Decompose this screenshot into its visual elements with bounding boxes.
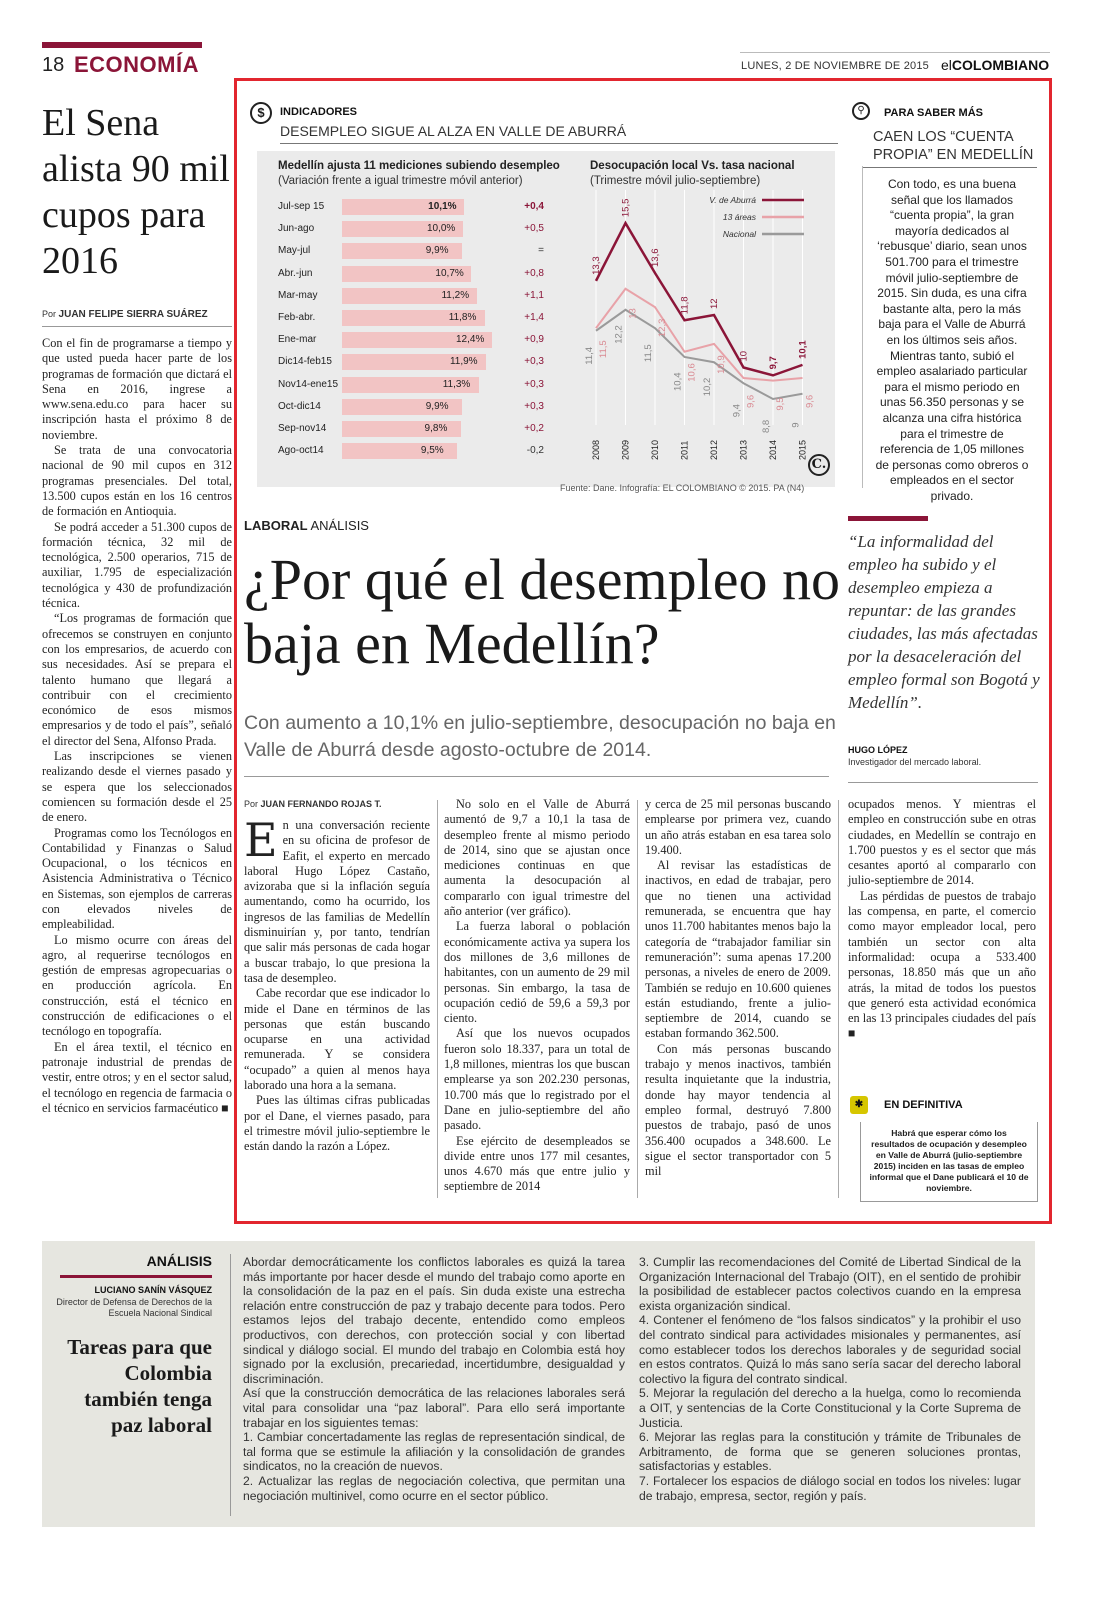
newspaper-logo [941, 57, 1049, 73]
article-column-3 [645, 797, 831, 1179]
point-value-label: 9,4 [731, 404, 743, 418]
sidebar-body: Con todo, es una buena señal que los llamados “cuenta propia”, la gran mayoría dedicados al ‘rebusque’ diario, sean unos 501.700 para el trimestre móvil julio-septiembre de 2015. Sin duda, es una cifra bastante alta, pero la más baja para el Valle de Aburrá en los últimos seis años. Mientras tanto, subió el empleo asalariado particular para el mismo periodo en unas 56.350 personas y se alcanza una cifra histórica para el trimestre de referencia de 1,05 millones de personas como obreros o empleados en el sector privado. [875, 177, 1029, 503]
bar-change-label: -0,2 [526, 445, 544, 457]
summary-label: EN DEFINITIVA [884, 1099, 963, 1111]
point-value-label: 10,4 [672, 372, 684, 391]
bar-change-label: +0,9 [524, 334, 544, 346]
point-value-label: 9,5 [775, 397, 786, 411]
drop-cap: E [244, 813, 278, 867]
bar-value-label: 11,9% [449, 356, 478, 368]
paragraph: 2. Actualizar las reglas de negociación colectiva, que permitan una negociación multinivel, como ocurre en el sector público. [243, 1473, 625, 1503]
paragraph: Se podrá acceder a 51.300 cupos de formación técnica, 32 mil de tecnológica, 2.500 operarios, 715 de auxiliar, 1.795 de especialización tecnológica y 430 de profundización técnica. [42, 519, 232, 611]
summary-box: Habrá que esperar cómo los resultados de ocupación y desempleo en Valle de Aburrá (julio-septiembre 2015) inciden en las tasas de empleo informal que el Dane publicará el 10 de noviembre. [860, 1122, 1038, 1202]
paragraph: Con el fin de programarse a tiempo y que usted pueda hacer parte de los programas de formación que dictará el Sena en 2016, ingrese a www.sena.edu.co para hacer su inscripción hasta el próximo 8 de noviembre. [42, 336, 232, 442]
bar-row [274, 265, 554, 283]
quote-accent-bar [848, 516, 928, 521]
bar-row [274, 287, 554, 305]
column-divider [838, 800, 839, 1198]
article-byline [244, 799, 382, 809]
left-article-title: El Sena alista 90 mil cupos para 2016 [42, 102, 230, 282]
series-line [596, 310, 803, 399]
x-tick-label: 2010 [650, 439, 660, 460]
bar-category-label: Oct-dic14 [278, 400, 321, 412]
bar-row [274, 398, 554, 416]
bar-change-label: = [538, 245, 544, 257]
x-tick-label: 2008 [591, 439, 601, 460]
bar-value-label: 10,7% [435, 267, 464, 279]
kicker-rest: ANÁLISIS [310, 518, 369, 533]
deck-rule [244, 776, 829, 777]
quote-author: HUGO LÓPEZ [848, 745, 908, 755]
x-tick-label: 2015 [797, 439, 808, 460]
summary-icon: ✱ [850, 1096, 868, 1114]
bar-value-label: 11,2% [441, 289, 470, 301]
paragraph: No solo en el Valle de Aburrá aumentó de 9,7 a 10,1 la tasa de desempleo frente al mismo periodo de 2014, sino que se ajustan once mediciones continuas en que aumenta la desocupación al compararlo con igual trimestre del año anterior (ver gráfico). [444, 797, 630, 919]
point-value-label: 13,3 [591, 256, 602, 275]
article-column-1 [244, 813, 430, 1155]
logo-prefix: el [941, 57, 952, 73]
header-rule [740, 52, 1050, 53]
bar-category-label: Jul-sep 15 [278, 201, 325, 212]
x-tick-label: 2011 [679, 440, 690, 460]
quote-rule [848, 782, 1038, 783]
point-value-label: 12,2 [613, 325, 625, 344]
bar-category-label: Ago-oct14 [278, 445, 324, 457]
point-value-label: 12,3 [657, 318, 668, 338]
paragraph: Al revisar las estadísticas de inactivos, en edad de trabajar, pero que no tienen una actividad remunerada, se encuentra que hay unos 11.700 habitantes menos bajo la categoría de “trabajador familiar sin remuneración”: suma apenas 17.200 personas, a niveles de enero de 2009. También se redujo en 10.600 quienes están estudiando, frente a julio-septiembre de 2014, cuando se estaban formando 362.500. [645, 858, 831, 1041]
bar-chart-title: Medellín ajusta 11 mediciones subiendo desempleo [278, 160, 560, 172]
point-value-label: 13 [627, 308, 639, 319]
point-value-label: 9 [790, 422, 802, 428]
point-value-label: 15,5 [620, 198, 632, 218]
bar-value-label: 11,8% [448, 312, 477, 323]
analysis-title: Tareas para que Colombia también tenga paz laboral [67, 1335, 212, 1437]
byline-name: JUAN FERNANDO ROJAS T. [260, 799, 382, 809]
point-value-label: 10,6 [686, 363, 698, 382]
article-column-2 [444, 797, 630, 1195]
analysis-author-role: Director de Defensa de Derechos de la Escuela Nacional Sindical [56, 1297, 212, 1318]
paragraph: 1. Cambiar concertadamente las reglas de representación sindical, de tal forma que se estimule la afiliación y la consolidación de grandes sindicatos, no la creación de nuevos. [243, 1430, 625, 1474]
bar-value-label: 9,8% [424, 423, 448, 434]
bar-category-label: Dic14-feb15 [278, 356, 332, 368]
chart-source: Fuente: Dane. Infografía: EL COLOMBIANO © 2015. PA (N4) [560, 483, 805, 493]
logo-name: COLOMBIANO [951, 57, 1050, 73]
bar-change-label: +1,1 [524, 289, 544, 301]
paragraph: Las pérdidas de puestos de trabajo las compensa, en parte, el comercio como mayor empleador local, pero también un sector con alta informalidad: ocupa a 533.400 personas, 18.850 más que un año atrás, la mitad de todos los puestos que generó esta actividad económica en las 13 principales ciudades del país ■ [848, 888, 1036, 1041]
bar-row [274, 220, 554, 238]
x-tick-label: 2012 [709, 439, 719, 460]
bar-value-label: 12,4% [456, 334, 485, 346]
byline-name: JUAN FELIPE SIERRA SUÁREZ [58, 309, 208, 320]
bar-change-label: +0,2 [524, 423, 544, 434]
bar-change-label: +0,3 [524, 400, 544, 412]
paragraph: Abordar democráticamente los conflictos laborales es quizá la tarea más importante por hacer desde el mundo del trabajo como aporte en la consolidación de la paz en el país. Sin duda existe una estrecha relación entre construcción de paz y trabajo decente para todos. Pero estamos lejos del trabajo decente, entendido como empleos productivos, con derechos, con protección social y con libertad sindical y diálogo social. El mundo del trabajo en Colombia está hoy signado por la exclusión, precariedad, incertidumbre, desigualdad y discriminación. [243, 1255, 625, 1386]
point-value-label: 9,7 [768, 356, 779, 370]
bar-change-label: +0,3 [524, 356, 544, 368]
bar-category-label: Jun-ago [278, 223, 315, 235]
paragraph: En el área textil, el técnico en patronaje industrial de prendas de vestir, entre otros; y en el sector salud, el tecnólogo en regencia de farmacia o el técnico en servicios farmacéutico ■ [42, 1039, 232, 1115]
paragraph: Cabe recordar que ese indicador lo mide el Dane en términos de las personas que están buscando ocuparse en una actividad remunerada. Y se considera “ocupado” a quien al menos haya laborado una hora a la semana. [244, 986, 430, 1093]
point-value-label: 11,8 [679, 296, 691, 315]
byline-prefix: Por [244, 799, 259, 809]
sidebar-title: CAEN LOS “CUENTA PROPIA” EN MEDELLÍN [873, 129, 1034, 163]
paragraph [244, 813, 430, 986]
bar-row [274, 420, 554, 438]
bar-category-label: Nov14-ene15 [278, 378, 339, 390]
bar-category-label: Abr.-jun [278, 267, 313, 279]
quote-author-role: Investigador del mercado laboral. [848, 757, 982, 767]
paragraph: “Los programas de formación que ofrecemos se construyen en conjunto con los empresarios, de acuerdo con sus necesidades. Así se prepara el talento humano que llegará a contribuir con el crecimiento económico de esos mismos empresarios y de todo el país”, señaló el director del Sena, Alfonso Prada. [42, 611, 232, 748]
bar-change-label: +1,4 [524, 312, 544, 323]
paragraph: Así que la construcción democrática de las relaciones laborales será vital para consolidar una “paz laboral”. Para ello será importante trabajar en los siguientes temas: [243, 1386, 625, 1430]
point-value-label: 12 [709, 298, 720, 309]
bar-change-label: +0,8 [524, 267, 544, 279]
paragraph: 7. Fortalecer los espacios de diálogo social en todos los niveles: lugar de trabajo, empresa, sector, región y país. [639, 1473, 1021, 1503]
point-value-label: 9,6 [745, 394, 757, 408]
bar-value-label: 10,0% [426, 223, 456, 235]
bar-row [274, 198, 554, 216]
line-chart [578, 190, 828, 480]
pin-icon: ⚲ [852, 102, 870, 120]
bar-change-label: +0,3 [524, 378, 544, 390]
byline-prefix: Por [42, 309, 57, 319]
section-title: ECONOMÍA [74, 52, 199, 77]
article-headline: ¿Por qué el desempleo no baja en Medellín? [244, 547, 840, 676]
x-tick-label: 2014 [768, 439, 778, 460]
legend-label: Nacional [722, 229, 756, 239]
column-divider [437, 800, 438, 1198]
paragraph: y cerca de 25 mil personas buscando emplearse por primera vez, cuando un año atrás estaban en esa tarea solo 19.400. [645, 797, 831, 857]
bar-value-label: 9,5% [420, 445, 444, 457]
legend-label: 13 áreas [722, 212, 756, 222]
paragraph: Con más personas buscando trabajo y menos inactivos, también resulta inquietante que la industria, donde hay mayor tendencia al empleo formal, destruyó 7.800 puestos de trabajo, pasó de unos 356.400 ocupados a 348.600. Le sigue el sector transportador con 5 mil [645, 1041, 831, 1179]
analysis-divider [230, 1254, 231, 1516]
bar-row [274, 353, 554, 371]
line-chart-title: Desocupación local Vs. tasa nacional [590, 160, 795, 172]
point-value-label: 13,6 [650, 248, 661, 267]
left-article-body [42, 336, 232, 1116]
bar-row [274, 376, 554, 394]
paragraph: Lo mismo ocurre con áreas del agro, al requerirse tecnólogos en gestión de empresas agropecuarias o en producción agrícola. En construcción, está el técnico en construcción de edificaciones o el tecnólogo en topografía. [42, 932, 232, 1039]
left-article-rule [42, 326, 232, 327]
left-article-byline [42, 309, 208, 320]
paragraph: 6. Mejorar las reglas para la constitución y trámite de Tribunales de Arbitramento, de forma que se generen soluciones prontas, satisfactorias y estables. [639, 1430, 1021, 1474]
point-value-label: 9,6 [804, 394, 816, 408]
bar-value-label: 9,9% [425, 400, 449, 412]
point-value-label: 10,2 [702, 377, 713, 397]
bar-category-label: Mar-may [278, 289, 318, 301]
indicators-label: INDICADORES [280, 106, 358, 118]
analysis-author: LUCIANO SANÍN VÁSQUEZ [94, 1285, 212, 1295]
kicker-bold: LABORAL [244, 518, 308, 533]
bar-value-label: 11,3% [442, 378, 471, 390]
x-tick-label: 2009 [620, 439, 631, 460]
point-value-label: 11,5 [643, 344, 654, 363]
paragraph: La fuerza laboral o población económicamente activa ya supera los dos millones de 3,6 millones de habitantes, con un aumento de 29 mil personas. Sin embargo, la tasa de ocupación cedió de 59,6 a 59,3 por ciento. [444, 919, 630, 1026]
paragraph: Programas como los Tecnólogos en Contabilidad y Finanzas o Salud Ocupacional, o los técnicos en Asistencia Administrativa o Técnico en Sistemas, son ejemplos de carreras con elevados niveles de empleabilidad. [42, 825, 232, 932]
paragraph: 3. Cumplir las recomendaciones del Comité de Libertad Sindical de la Organización Internacional del Trabajo (OIT), en el sentido de prohibir la posibilidad de establecer pactos colectivos cuando en la empresa exista organización sindical. [639, 1255, 1021, 1313]
bar-row [274, 242, 554, 260]
point-value-label: 11,4 [584, 346, 595, 365]
point-value-label: 8,8 [761, 419, 772, 433]
bar-change-label: +0,5 [524, 223, 544, 235]
article-kicker [244, 518, 369, 533]
point-value-label: 11,5 [598, 340, 609, 359]
bar-category-label: Feb-abr. [278, 312, 316, 323]
paragraph: ocupados menos. Y mientras el empleo en construcción sube en otras ciudades, en Medellín se contrajo en 1.700 puestos y es el sector que más cesantes aportó al compararlo con julio-septiembre de 2014. [848, 797, 1036, 888]
paragraph: Se trata de una convocatoria nacional de 90 mil cupos en 312 programas presenciales. Del total, 13.500 cupos están en los 16 centros de formación en Antioquia. [42, 443, 232, 519]
bar-chart-subtitle: (Variación frente a igual trimestre móvil anterior) [278, 175, 523, 187]
series-line [596, 223, 803, 375]
point-value-label: 10,9 [716, 355, 727, 374]
analysis-label: ANÁLISIS [146, 1253, 212, 1269]
legend-label: V. de Aburrá [709, 195, 756, 205]
point-value-label: 10 [738, 350, 750, 362]
issue-date: LUNES, 2 DE NOVIEMBRE DE 2015 [741, 60, 929, 72]
publisher-logo-icon: C. [808, 454, 830, 476]
bar-change-label: +0,4 [524, 201, 544, 212]
paragraph: Pues las últimas cifras publicadas por el Dane, el viernes pasado, para el trimestre móvil julio-septiembre le están dando la razón a López. [244, 1093, 430, 1154]
dollar-icon: $ [250, 102, 272, 124]
bar-category-label: Sep-nov14 [278, 423, 327, 434]
page-number: 18 [42, 54, 65, 76]
paragraph: Ese ejército de desempleados se divide entre unos 177 mil cesantes, unos 4.670 más que entre julio y septiembre de 2014 [444, 1133, 630, 1194]
pull-quote: “La informalidad del empleo ha subido y el desempleo empieza a repuntar: de las grandes ciudades, las más afectadas por la desaceleración del empleo formal son Bogotá y Medellín”. [848, 532, 1040, 712]
column-divider [637, 800, 638, 1198]
bar-category-label: Ene-mar [278, 334, 317, 346]
bar-value-label: 10,1% [428, 201, 457, 212]
sidebar-rule [862, 167, 1037, 168]
analysis-column-1 [243, 1255, 625, 1503]
indicators-title: DESEMPLEO SIGUE AL ALZA EN VALLE DE ABURRÁ [280, 123, 627, 139]
bar-row [274, 442, 554, 460]
article-deck: Con aumento a 10,1% en julio-septiembre, desocupación no baja en Valle de Aburrá desde agosto-octubre de 2014. [244, 712, 836, 761]
bar-category-label: May-jul [278, 245, 311, 257]
paragraph: Así que los nuevos ocupados fueron solo 18.337, para un total de 1,8 millones, mientras los que buscan emplearse ya son 202.230 personas, 10.700 más que lo registrado por el Dane en julio-septiembre del año pasado. [444, 1026, 630, 1133]
analysis-column-2 [639, 1255, 1021, 1503]
paragraph: 4. Contener el fenómeno de “los falsos sindicatos” y la prohibir el uso del contrato sindical para actividades misionales y permanentes, así como establecer todos los derechos laborales y de seguridad social en estos contratos. Quizá lo más sano sería sacar del derecho laboral colectivo la figura del contrato sindical. [639, 1313, 1021, 1386]
sidebar-divider [862, 166, 863, 488]
article-column-4 [848, 797, 1036, 1042]
line-chart-subtitle: (Trimestre móvil julio-septiembre) [590, 175, 761, 187]
header-accent-bar [42, 42, 202, 48]
bar-row [274, 309, 554, 327]
sidebar-label: PARA SABER MÁS [884, 107, 984, 119]
analysis-accent-bar [60, 1275, 212, 1278]
paragraph-text: n una conversación reciente en su oficina de profesor de Eafit, el experto en mercado laboral Hugo López Castaño, avizoraba que si la inflación seguía aumentando, como ha ocurrido, los ingresos de las familias de Medellín disminuirían y, por tanto, tendrían que salir más personas de cada hogar a buscar trabajo, lo que presiona la tasa de desempleo. [244, 818, 430, 985]
paragraph: Las inscripciones se vienen realizando desde el viernes pasado y se espera que los seleccionados comiencen su formación desde el 25 de enero. [42, 749, 232, 825]
paragraph: 5. Mejorar la regulación del derecho a la huelga, como lo recomienda a OIT, y sentencias de la Corte Constitucional y la Corte Suprema de Justicia. [639, 1386, 1021, 1430]
bar-value-label: 9,9% [425, 245, 449, 257]
point-value-label: 10,1 [797, 340, 809, 359]
bar-row [274, 331, 554, 349]
indicators-rule [280, 143, 838, 144]
x-tick-label: 2013 [738, 439, 749, 460]
